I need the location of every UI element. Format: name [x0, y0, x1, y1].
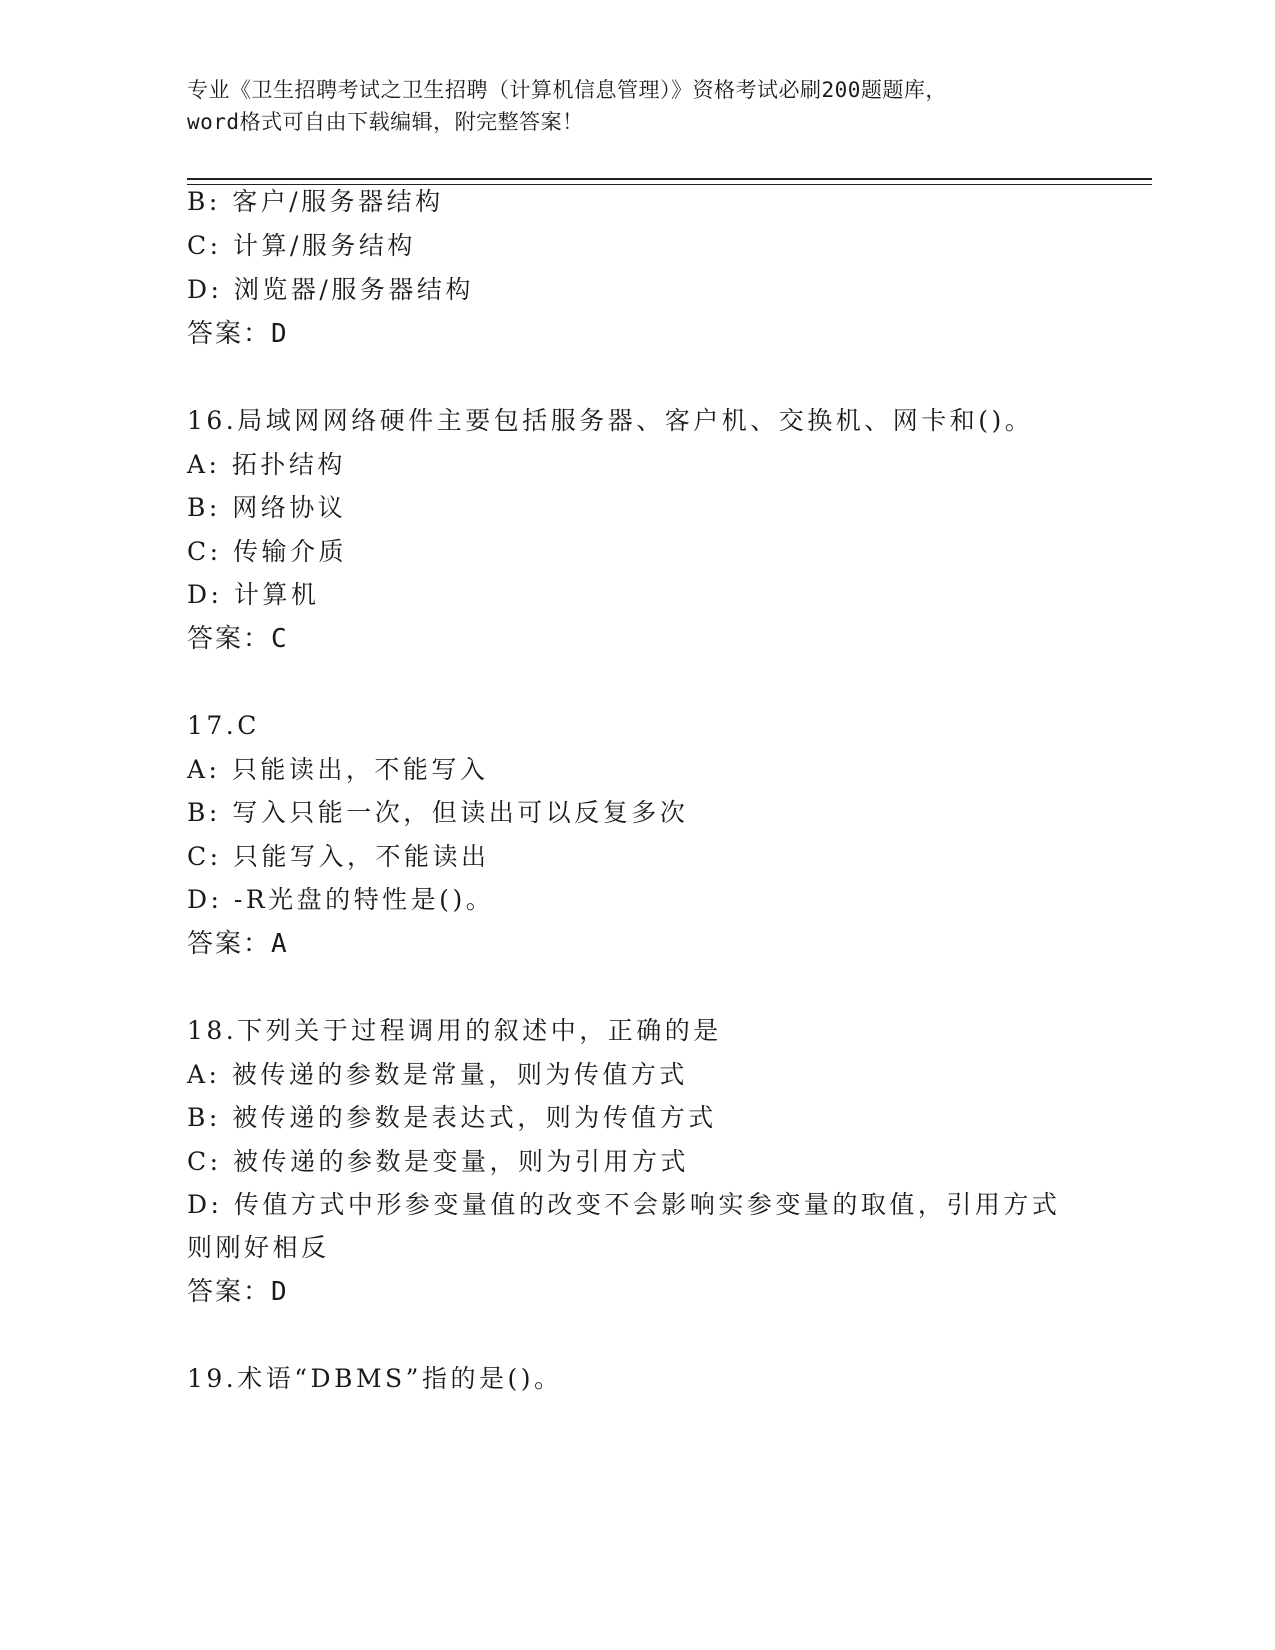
header-divider-thin [187, 184, 1152, 185]
answer-label: 答案： [187, 929, 272, 959]
q17-option-b: B: 写入只能一次，但读出可以反复多次 [187, 798, 689, 827]
q15-answer [187, 319, 288, 349]
answer-label: 答案： [187, 1277, 272, 1307]
q18-option-d-line-2: 则刚好相反 [187, 1233, 330, 1262]
q17-answer [187, 929, 288, 959]
q18-option-c: C: 被传递的参数是变量，则为引用方式 [187, 1147, 689, 1176]
q18-option-b: B: 被传递的参数是表达式，则为传值方式 [187, 1103, 717, 1132]
q15-option-d: D: 浏览器/服务器结构 [187, 275, 474, 304]
q16-stem: 16.局域网网络硬件主要包括服务器、客户机、交换机、网卡和()。 [187, 406, 1034, 435]
q18-stem: 18.下列关于过程调用的叙述中，正确的是 [187, 1016, 722, 1045]
q16-option-c: C: 传输介质 [187, 537, 347, 566]
answer-label: 答案： [187, 624, 272, 654]
q15-option-c: C: 计算/服务结构 [187, 231, 416, 260]
q15-option-b: B: 客户/服务器结构 [187, 187, 444, 216]
q17-option-d: D: -R光盘的特性是()。 [187, 885, 495, 914]
q18-option-d-line-1: D: 传值方式中形参变量值的改变不会影响实参变量的取值，引用方式 [187, 1190, 1061, 1219]
answer-label: 答案： [187, 319, 272, 349]
q17-stem: 17.C [187, 711, 260, 740]
answer-value: D [271, 1277, 288, 1307]
answer-value: C [271, 624, 288, 654]
q18-option-a: A: 被传递的参数是常量，则为传值方式 [187, 1060, 688, 1089]
q19-stem: 19.术语“DBMS”指的是()。 [187, 1364, 563, 1393]
header-divider-thick [187, 178, 1152, 180]
document-header [187, 74, 1087, 138]
header-title-line-2: word格式可自由下载编辑，附完整答案！ [187, 110, 584, 134]
q17-option-c: C: 只能写入，不能读出 [187, 842, 490, 871]
q16-option-b: B: 网络协议 [187, 493, 347, 522]
q18-answer [187, 1277, 288, 1307]
q16-answer [187, 624, 288, 654]
q16-option-d: D: 计算机 [187, 580, 320, 609]
answer-value: A [271, 929, 288, 959]
q17-option-a: A: 只能读出，不能写入 [187, 755, 489, 784]
answer-value: D [271, 319, 288, 349]
q16-option-a: A: 拓扑结构 [187, 450, 346, 479]
header-title-line-1: 专业《卫生招聘考试之卫生招聘（计算机信息管理）》资格考试必刷200题题库， [187, 78, 947, 102]
